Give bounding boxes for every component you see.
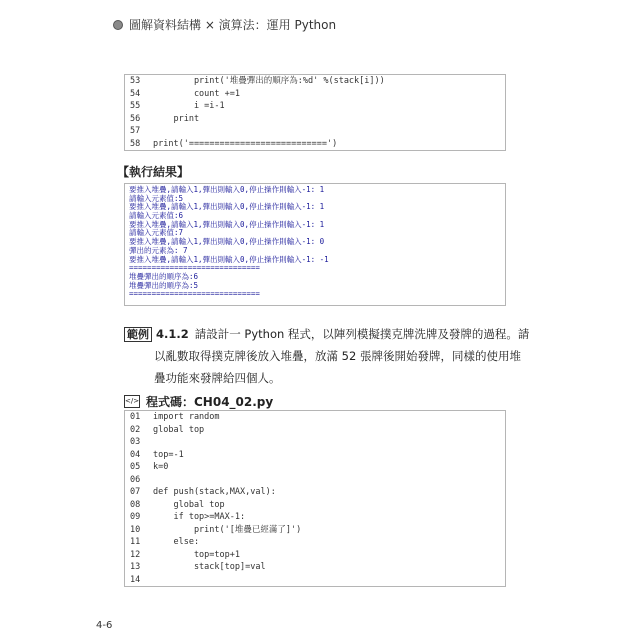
code-line: [125, 499, 505, 512]
line-number: 06: [130, 474, 141, 485]
console-line: 堆疊彈出的順序為:5: [129, 280, 199, 290]
code-text: global top: [153, 499, 225, 510]
code-text: top=-1: [153, 449, 184, 460]
code-text: print: [153, 113, 200, 124]
book-title: 圖解資料結構 × 演算法：運用 Python: [129, 18, 337, 32]
code-text: if top>=MAX-1:: [153, 512, 246, 522]
line-number: 54: [130, 88, 141, 99]
console-line: 要推入堆疊,請輸入1,彈出則輸入0,停止操作則輸入-1: -1: [129, 254, 329, 264]
example-text-line-1: 請設計一 Python 程式，以陣列模擬撲克牌洗牌及發牌的過程。請: [194, 327, 530, 341]
code-text: [150, 574, 153, 587]
page-number: 4-6: [96, 620, 113, 631]
code-text: def push(stack,MAX,val):: [153, 487, 276, 497]
line-number: 11: [130, 537, 141, 547]
code-text: [150, 125, 153, 138]
code-line: [125, 449, 505, 462]
section-title: 【執行結果】: [117, 165, 190, 179]
console-line: =============================: [129, 289, 260, 299]
example-badge: 範例: [124, 327, 152, 342]
console-line: 彈出的元素為: 7: [129, 245, 188, 255]
line-number: 08: [130, 499, 141, 510]
line-number: 58: [130, 138, 141, 149]
code-text: [150, 436, 153, 449]
code-line: [125, 113, 505, 126]
code-listing-top: [124, 74, 506, 151]
code-text: print('[堆疊已經滿了]'): [153, 524, 302, 535]
line-number: 13: [130, 562, 141, 572]
code-text: stack[top]=val: [153, 562, 266, 572]
line-number: 05: [130, 462, 141, 472]
code-line: [125, 138, 505, 151]
code-text: print('堆疊彈出的順序為:%d' %(stack[i])): [153, 76, 385, 86]
code-line: [125, 75, 505, 88]
line-number: 02: [130, 424, 141, 435]
code-line: [125, 549, 505, 562]
bullet-circle-icon: [113, 20, 123, 30]
code-line: [125, 411, 505, 424]
code-line: [125, 574, 505, 587]
line-number: 04: [130, 449, 141, 460]
code-line: [125, 524, 505, 537]
code-line: [125, 461, 505, 474]
code-line: [125, 436, 505, 449]
code-text: top=top+1: [153, 549, 240, 560]
code-text: i =i-1: [153, 101, 225, 111]
code-line: [125, 511, 505, 524]
line-number: 57: [130, 126, 141, 136]
code-line: [125, 88, 505, 101]
code-line: [125, 125, 505, 138]
code-text: [150, 474, 153, 487]
code-text: global top: [153, 424, 205, 435]
running-header: [113, 16, 336, 33]
line-number: 01: [130, 412, 141, 422]
program-filename: 程式碼：CH04_02.py: [146, 395, 274, 409]
code-line: [125, 474, 505, 487]
line-number: 14: [130, 574, 141, 585]
code-text: print('==========================='): [153, 138, 338, 149]
example-text-line-2: 以亂數取得撲克牌後放入堆疊，放滿 52 張牌後開始發牌，同樣的使用堆: [154, 349, 521, 363]
code-text: import random: [153, 412, 220, 422]
line-number: 03: [130, 437, 141, 447]
line-number: 10: [130, 524, 141, 535]
console-line: 堆疊彈出的順序為:6: [129, 271, 199, 281]
code-text: k=0: [153, 462, 169, 472]
code-line: [125, 486, 505, 499]
line-number: 12: [130, 549, 141, 560]
code-listing-bottom: [124, 410, 506, 587]
example-number: 4.1.2: [156, 327, 189, 341]
line-number: 09: [130, 512, 141, 522]
console-line: 要推入堆疊,請輸入1,彈出則輸入0,停止操作則輸入-1: 1: [129, 202, 325, 212]
code-icon: </>: [124, 395, 140, 408]
code-line: [125, 424, 505, 437]
console-output: [124, 183, 506, 306]
code-line: [125, 561, 505, 574]
line-number: 55: [130, 101, 141, 111]
example-text-line-3: 疊功能來發牌給四個人。: [154, 371, 281, 385]
line-number: 56: [130, 113, 141, 124]
console-line: 要推入堆疊,請輸入1,彈出則輸入0,停止操作則輸入-1: 1: [129, 219, 325, 229]
example-block: [124, 323, 530, 389]
code-line: [125, 536, 505, 549]
line-number: 07: [130, 487, 141, 497]
program-label: [124, 393, 273, 410]
code-text: count +=1: [153, 88, 240, 99]
console-line: 要推入堆疊,請輸入1,彈出則輸入0,停止操作則輸入-1: 0: [129, 237, 325, 247]
console-line: 要推入堆疊,請輸入1,彈出則輸入0,停止操作則輸入-1: 1: [129, 185, 325, 194]
code-text: else:: [153, 537, 200, 547]
console-line: =============================: [129, 263, 260, 273]
console-line: 請輸入元素值:6: [129, 211, 184, 221]
console-line: 請輸入元素值:5: [129, 193, 184, 203]
line-number: 53: [130, 76, 141, 86]
code-line: [125, 100, 505, 113]
console-line: 請輸入元素值:7: [129, 228, 184, 238]
